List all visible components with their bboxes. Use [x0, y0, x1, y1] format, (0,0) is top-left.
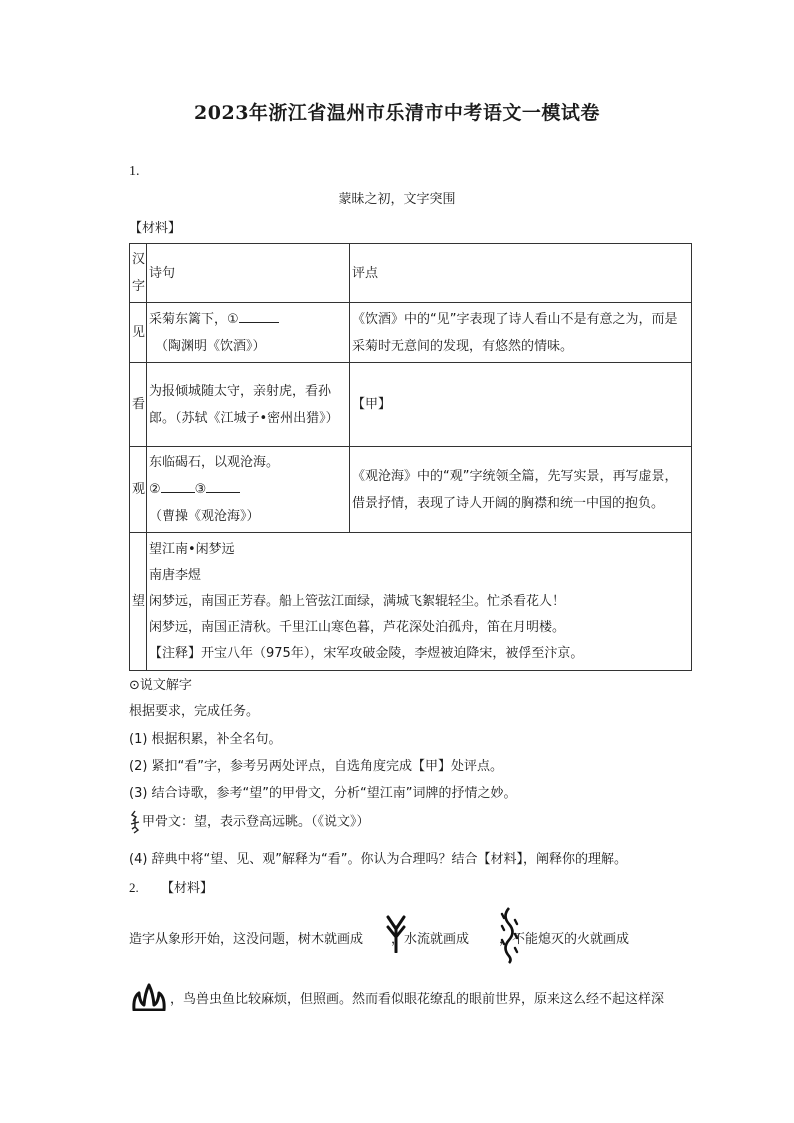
- header-poem: 诗句: [147, 244, 350, 303]
- header-comment: 评点: [350, 244, 692, 303]
- row-comment-jia: 【甲】: [350, 363, 692, 447]
- question-1-number: 1.: [129, 164, 140, 179]
- row-poem: 采菊东篱下，① （陶渊明《饮酒》）: [147, 303, 350, 363]
- instruction-line: (3) 结合诗歌，参考“望”的甲骨文，分析“望江南”词牌的抒情之妙。: [129, 786, 517, 801]
- poem-stanza: 闲梦远，南国正清秋。千里江山寒色暮，芦花深处泊孤舟，笛在月明楼。: [149, 619, 566, 635]
- q2-text-line-2: ，鸟兽虫鱼比较麻烦，但照画。然而看似眼花缭乱的眼前世界，原来这么经不起这样深: [170, 992, 665, 1007]
- header-char: 汉字: [130, 244, 147, 303]
- tree-glyph-icon: [385, 915, 407, 953]
- question-1-subtitle: 蒙昧之初，文字突围: [338, 192, 456, 207]
- answer-blank-1[interactable]: [239, 310, 279, 323]
- answer-blank-3[interactable]: [206, 480, 240, 493]
- poem-author: 南唐李煜: [149, 567, 202, 583]
- fire-glyph-icon: [131, 983, 167, 1011]
- row-char: 见: [130, 303, 147, 363]
- material-label: 【材料】: [161, 881, 214, 896]
- row-char: 观: [130, 447, 147, 533]
- question-2-header: [129, 877, 213, 896]
- section-label: ⊙说文解字: [129, 678, 192, 693]
- wang-oracle-bone-icon: [129, 810, 142, 834]
- table-row: [130, 303, 692, 363]
- poem-note: 【注释】开宝八年（975年），宋军攻破金陵，李煜被迫降宋，被俘至汴京。: [149, 645, 584, 661]
- row-comment: 《观沧海》中的“观”字统领全篇，先写实景，再写虚景，借景抒情，表现了诗人开阔的胸襟和统一中国的抱负。: [350, 447, 692, 533]
- row-poem: 东临碣石，以观沧海。 ② ③（曹操《观沧海》）: [147, 447, 350, 533]
- poem-title: 望江南•闲梦远: [149, 541, 235, 557]
- q2-text-line-1: 造字从象形开始，这没问题，树木就画成 ，水流就画成 ，不能熄灭的火就画成: [129, 932, 630, 947]
- table-header-row: [130, 244, 692, 303]
- table-row: [130, 447, 692, 533]
- material-label: 【材料】: [129, 221, 182, 236]
- answer-blank-2[interactable]: [161, 480, 195, 493]
- instruction-line: (2) 紧扣“看”字，参考另两处评点，自选角度完成【甲】处评点。: [129, 759, 504, 774]
- poem-stanza: 闲梦远，南国正芳春。船上管弦江面绿，满城飞絮辊轻尘。忙杀看花人！: [149, 593, 566, 609]
- row-poem: 为报倾城随太守，亲射虎，看孙郎。（苏轼《江城子•密州出猎》）: [147, 363, 350, 447]
- question-2-number: 2.: [129, 880, 139, 895]
- row-comment: 《饮酒》中的“见”字表现了诗人看山不是有意之为，而是采菊时无意间的发现，有悠然的情味。: [350, 303, 692, 363]
- wang-poem-cell: [147, 533, 692, 671]
- material-table: [129, 243, 692, 671]
- row-char: 望: [130, 533, 147, 671]
- row-char: 看: [130, 363, 147, 447]
- instruction-line: (1) 根据积累，补全名句。: [129, 732, 282, 747]
- table-row: [130, 363, 692, 447]
- instruction-line: 根据要求，完成任务。: [129, 704, 260, 719]
- water-glyph-icon: [498, 906, 520, 964]
- page-title: 2023年浙江省温州市乐清市中考语文一模试卷: [194, 102, 600, 124]
- table-row-wang: [130, 533, 692, 671]
- question-4: (4) 辞典中将“望、见、观”解释为“看”。你认为合理吗？结合【材料】，阐释你的理解。: [129, 852, 627, 867]
- jiaguwen-note: 甲骨文：望，表示登高远眺。（《说文》）: [129, 810, 370, 834]
